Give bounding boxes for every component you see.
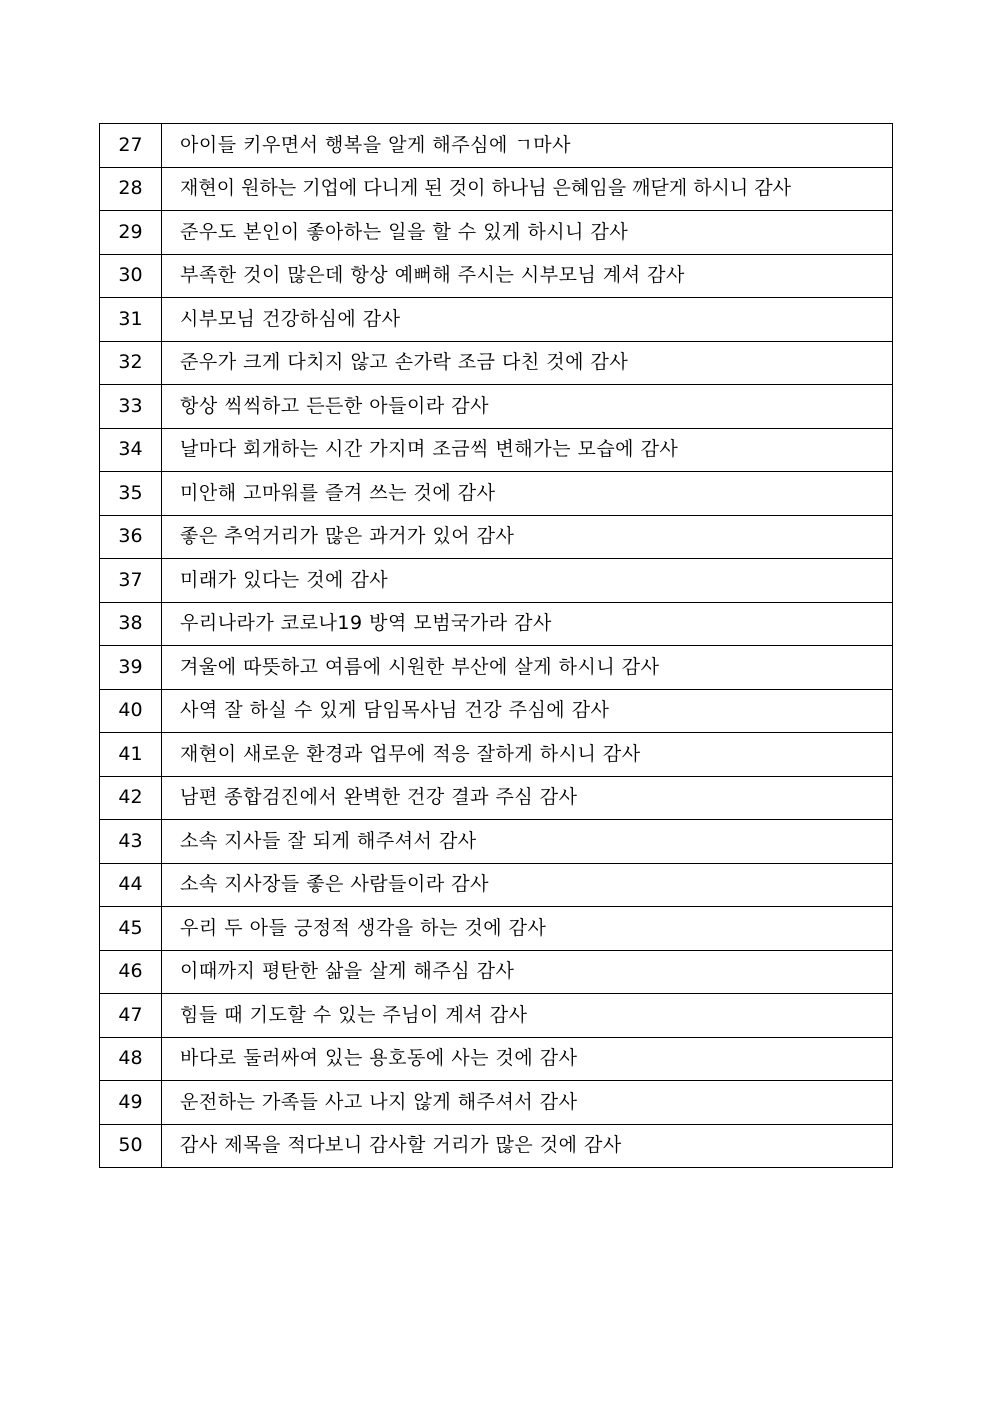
- table-row: [100, 689, 893, 733]
- row-number: 46: [100, 950, 162, 994]
- table-row: [100, 254, 893, 298]
- table-row: [100, 124, 893, 168]
- table-row: [100, 167, 893, 211]
- table-row: [100, 472, 893, 516]
- row-number: 33: [100, 385, 162, 429]
- row-text: 사역 잘 하실 수 있게 담임목사님 건강 주심에 감사: [162, 689, 893, 733]
- row-number: 31: [100, 298, 162, 342]
- row-number: 48: [100, 1037, 162, 1081]
- row-text: 소속 지사장들 좋은 사람들이라 감사: [162, 863, 893, 907]
- row-number: 29: [100, 211, 162, 255]
- row-number: 45: [100, 907, 162, 951]
- table-row: [100, 1037, 893, 1081]
- table-row: [100, 646, 893, 690]
- row-number: 27: [100, 124, 162, 168]
- row-text: 준우도 본인이 좋아하는 일을 할 수 있게 하시니 감사: [162, 211, 893, 255]
- table-row: [100, 863, 893, 907]
- table-row: [100, 820, 893, 864]
- row-text: 운전하는 가족들 사고 나지 않게 해주셔서 감사: [162, 1081, 893, 1125]
- row-text: 미래가 있다는 것에 감사: [162, 559, 893, 603]
- table-row: [100, 385, 893, 429]
- row-text: 시부모님 건강하심에 감사: [162, 298, 893, 342]
- row-text: 소속 지사들 잘 되게 해주셔서 감사: [162, 820, 893, 864]
- row-text: 겨울에 따뜻하고 여름에 시원한 부산에 살게 하시니 감사: [162, 646, 893, 690]
- row-text: 재현이 새로운 환경과 업무에 적응 잘하게 하시니 감사: [162, 733, 893, 777]
- table-row: [100, 1081, 893, 1125]
- table-row: [100, 298, 893, 342]
- row-text: 아이들 키우면서 행복을 알게 해주심에 ㄱ마사: [162, 124, 893, 168]
- row-text: 힘들 때 기도할 수 있는 주님이 계셔 감사: [162, 994, 893, 1038]
- row-number: 40: [100, 689, 162, 733]
- row-number: 32: [100, 341, 162, 385]
- row-number: 47: [100, 994, 162, 1038]
- row-text: 준우가 크게 다치지 않고 손가락 조금 다친 것에 감사: [162, 341, 893, 385]
- row-text: 이때까지 평탄한 삶을 살게 해주심 감사: [162, 950, 893, 994]
- gratitude-table: [99, 123, 893, 1168]
- row-text: 미안해 고마워를 즐겨 쓰는 것에 감사: [162, 472, 893, 516]
- row-text: 우리 두 아들 긍정적 생각을 하는 것에 감사: [162, 907, 893, 951]
- row-text: 우리나라가 코로나19 방역 모범국가라 감사: [162, 602, 893, 646]
- row-number: 35: [100, 472, 162, 516]
- row-text: 좋은 추억거리가 많은 과거가 있어 감사: [162, 515, 893, 559]
- row-number: 39: [100, 646, 162, 690]
- table-row: [100, 994, 893, 1038]
- row-text: 바다로 둘러싸여 있는 용호동에 사는 것에 감사: [162, 1037, 893, 1081]
- row-number: 30: [100, 254, 162, 298]
- table-row: [100, 211, 893, 255]
- row-number: 43: [100, 820, 162, 864]
- row-text: 감사 제목을 적다보니 감사할 거리가 많은 것에 감사: [162, 1124, 893, 1168]
- row-number: 42: [100, 776, 162, 820]
- table-row: [100, 733, 893, 777]
- row-number: 44: [100, 863, 162, 907]
- row-text: 부족한 것이 많은데 항상 예뻐해 주시는 시부모님 계셔 감사: [162, 254, 893, 298]
- row-text: 남편 종합검진에서 완벽한 건강 결과 주심 감사: [162, 776, 893, 820]
- row-text: 재현이 원하는 기업에 다니게 된 것이 하나님 은혜임을 깨닫게 하시니 감사: [162, 167, 893, 211]
- row-number: 41: [100, 733, 162, 777]
- table-row: [100, 341, 893, 385]
- row-number: 37: [100, 559, 162, 603]
- table-row: [100, 776, 893, 820]
- row-number: 36: [100, 515, 162, 559]
- gratitude-table-body: [100, 124, 893, 1168]
- table-row: [100, 515, 893, 559]
- table-row: [100, 559, 893, 603]
- table-row: [100, 428, 893, 472]
- table-row: [100, 907, 893, 951]
- row-number: 28: [100, 167, 162, 211]
- row-text: 항상 씩씩하고 든든한 아들이라 감사: [162, 385, 893, 429]
- row-text: 날마다 회개하는 시간 가지며 조금씩 변해가는 모습에 감사: [162, 428, 893, 472]
- row-number: 50: [100, 1124, 162, 1168]
- table-row: [100, 602, 893, 646]
- row-number: 49: [100, 1081, 162, 1125]
- table-row: [100, 1124, 893, 1168]
- table-row: [100, 950, 893, 994]
- row-number: 38: [100, 602, 162, 646]
- row-number: 34: [100, 428, 162, 472]
